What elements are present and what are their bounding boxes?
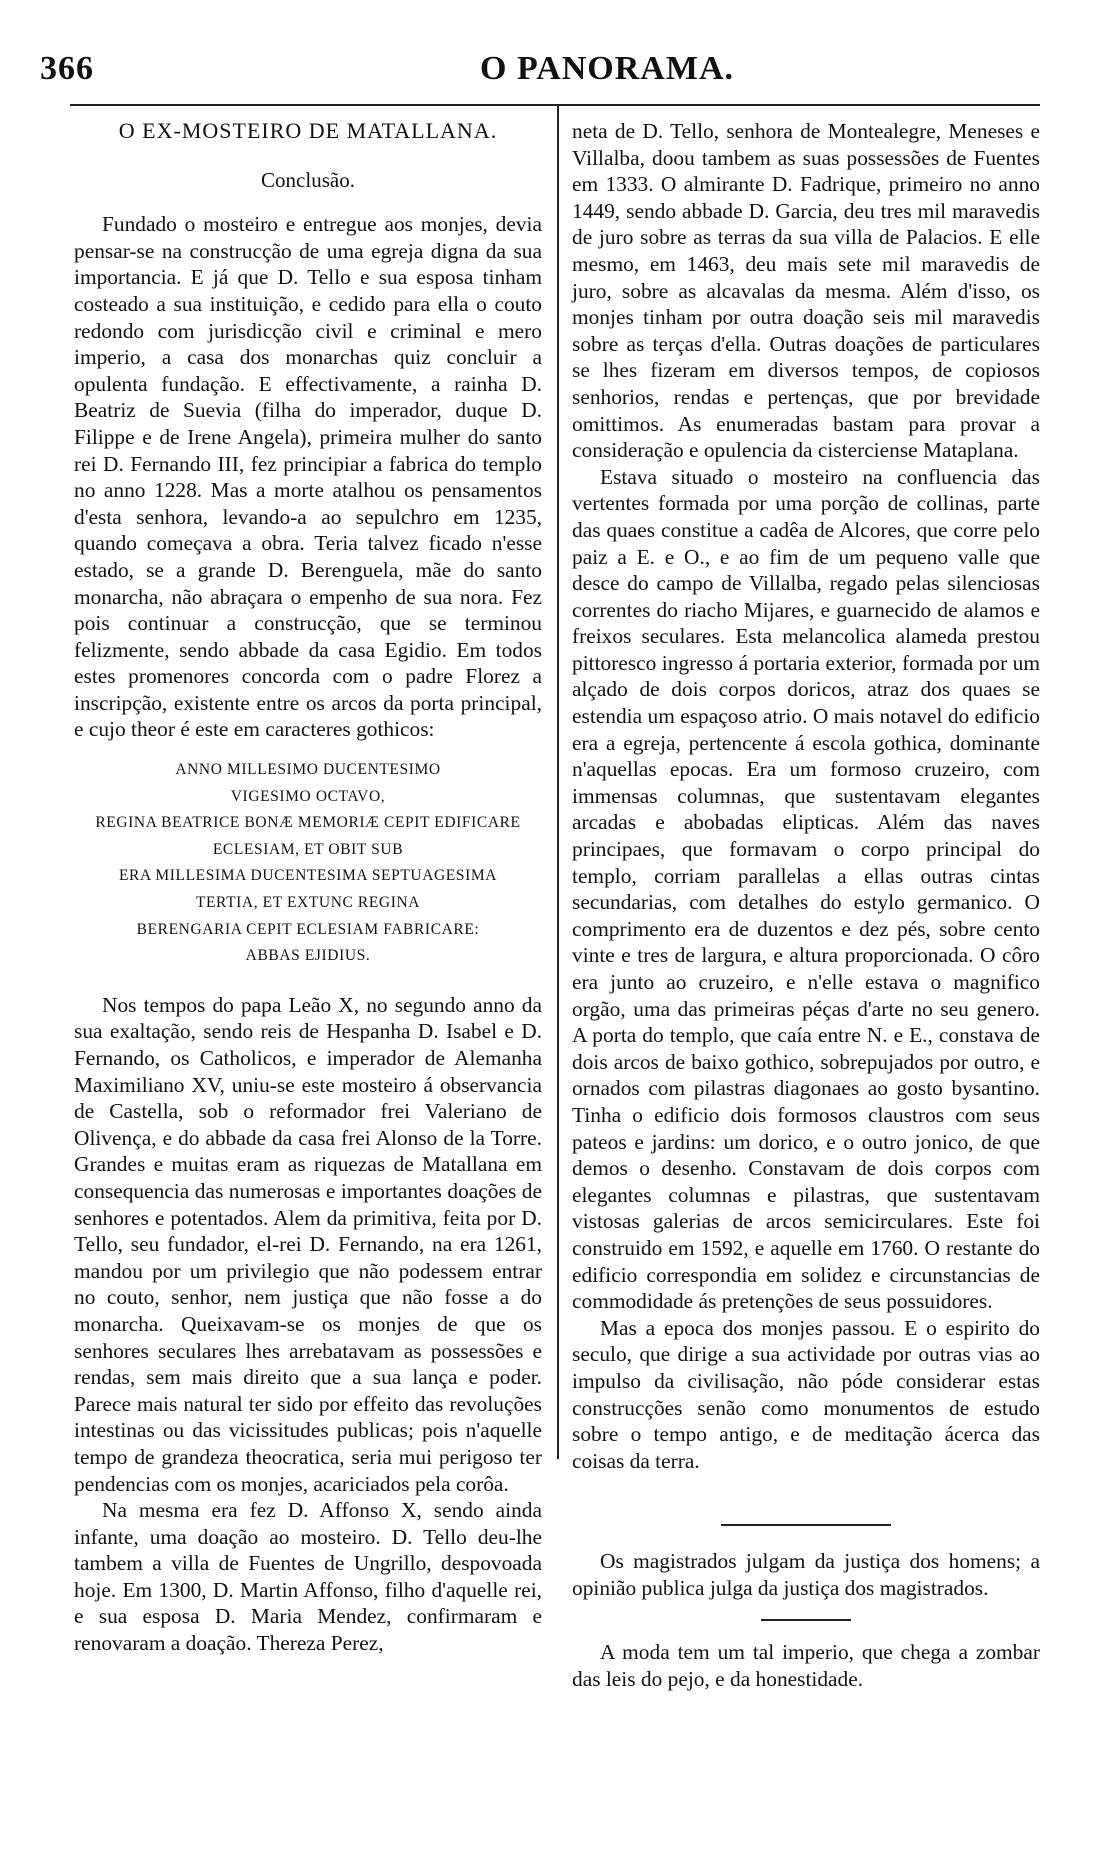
- inscription-line: ANNO MILLESIMO DUCENTESIMO: [175, 761, 441, 779]
- inscription-line: TERTIA, ET EXTUNC REGINA: [195, 894, 421, 912]
- maxim: A moda tem um tal imperio, que chega a zombar das leis do pejo, e da honestidade.: [572, 1640, 1040, 1692]
- paragraph: Nos tempos do papa Leão X, no segundo anno da sua exaltação, sendo reis de Hespanha D. Isabel e D. Fernando, os Catholicos, e imperador de Alemanha Maximiliano XV, uniu-se este mosteiro á observancia de Castella, sob o reformador frei Valeriano de Olivença, e do abbade da casa frei Alonso de la Torre. Grandes e muitas eram as riquezas de Matallana em consequencia das numerosas e importantes doações de senhores e potentados. Alem da primitiva, feita por D. Tello, seu fundador, el-rei D. Fernando, na era 1261, mandou por um privilegio que não podessem entrar no couto, senhor, nem justiça que não fosse a do monarcha. Queixavam-se os monjes de que os senhores seculares lhes arrebatavam as possessões e rendas, sem mais direito que a sua lança e poder. Parece mais natural ter sido por effeito das revoluções intestinas ou das vicissitudes publicas; pois n'aquelle tempo de grandeza theocratica, seria mui perigoso ter pendencias com os monjes, acariciados pela corôa.: [74, 992, 542, 1496]
- inscription-line: VIGESIMO OCTAVO,: [230, 787, 386, 805]
- paragraph: Mas a epoca dos monjes passou. E o espirito do seculo, que dirige a sua actividade por outras vias ao impulso da civilisação, não póde considerar estas construcções senão como monumentos de estudo sobre o tempo antigo, e de meditação ácerca das coisas da terra.: [572, 1315, 1040, 1473]
- inscription-line: ECLESIAM, ET OBIT SUB: [212, 840, 404, 858]
- paragraph-continued: neta de D. Tello, senhora de Montealegre, Meneses e Villalba, doou tambem as suas possessões de Fuentes em 1333. O almirante D. Fadrique, primeiro no anno 1449, sendo abbade D. Garcia, deu tres mil maravedis de juro sobre as terras da sua villa de Palacios. E elle mesmo, em 1463, deu mais sete mil maravedis de juro, sobre as alcavalas da mesma. Além d'isso, os monjes tinham por outra doação seis mil maravedis sobre as terças d'ella. Outras doações de particulares se lhes fizeram em diversos tempos, de copiosos senhorios, rendas e pertenças, que por brevidade omittimos. As enumeradas bastam para provar a consideração e opulencia da cisterciense Mataplana.: [572, 119, 1040, 463]
- paragraph: Estava situado o mosteiro na confluencia das vertentes formada por uma porção de collinas, parte das quaes constitue a cadêa de Alcores, que corre pelo paiz a E. e O., e ao fim de um pequeno valle que desce do campo de Villalba, regado pelas silenciosas correntes do riacho Mijares, e guarnecido de alamos e freixos seculares. Esta melancolica alameda prestou pittoresco ingresso á portaria exterior, formada por um alçado de dois corpos doricos, atraz dos quaes se estendia um espaçoso atrio. O mais notavel do edificio era a egreja, pertencente á escola gothica, dominante n'aquellas epocas. Era um formoso cruzeiro, com immensas columnas, que sustentavam elegantes arcadas e abobadas elipticas. Além das naves principaes, que formavam o corpo principal do templo, corriam parallelas a ellas outras cintas secundarias, com detalhes do estylo germanico. O comprimento era de duzentos e dez pés, sobre cento vinte e tres de largura, e altura proporcionada. O côro era junto ao cruzeiro, e n'elle estava o magnifico orgão, uma das primeiras péças d'arte no seu genero. A porta do templo, que caía entre N. e E., constava de dois arcos de baixo gothico, sobrepujados por outro, e ornados com pilastras diagonaes ao gosto bysantino. Tinha o edificio dois formosos claustros com seus pateos e jardins: um dorico, e o outro jonico, de que demos o desenho. Constavam de dois corpos com elegantes columnas e pilastras, que sustentavam vistosas galerias de arcos semicirculares. Este foi construido em 1592, e aquelle em 1760. O restante do edificio correspondia em solidez e circunstancias de commodidade ás pretenções de seus possuidores.: [572, 464, 1040, 1314]
- paragraph: Na mesma era fez D. Affonso X, sendo ainda infante, uma doação ao mosteiro. D. Tello deu-lhe tambem a villa de Fuentes de Ungrillo, despovoada hoje. Em 1300, D. Martin Affonso, filho d'aquelle rei, e sua esposa D. Maria Mendez, confirmaram e renovaram a doação. Thereza Perez,: [74, 1498, 542, 1656]
- article-title: O EX-MOSTEIRO DE MATALLANA.: [118, 118, 498, 143]
- header-rule: [70, 104, 1040, 106]
- paragraph: Fundado o mosteiro e entregue aos monjes, devia pensar-se na construcção de uma egreja digna da sua importancia. E já que D. Tello e sua esposa tinham costeado a sua instituição, e cedido para ella o couto redondo com jurisdicção civil e criminal e mero imperio, a casa dos monarchas quiz concluir a opulenta fundação. E effectivamente, a rainha D. Beatriz de Suevia (filha do imperador, duque D. Filippe e de Irene Angela), primeira mulher do santo rei D. Fernando III, fez principiar a fabrica do templo no anno 1228. Mas a morte atalhou os pensamentos d'esta senhora, levando-a ao sepulchro em 1235, quando começava a obra. Teria talvez ficado n'esse estado, se a grande D. Berenguela, mãe do santo monarcha, não abraçara o empenho de sua nora. Fez pois continuar a construcção, que se terminou felizmente, sendo abbade da casa Egidio. Em todos estes promenores concorda com o padre Florez a inscripção, existente entre os arcos da porta principal, e cujo theor é este em caracteres gothicos:: [74, 212, 542, 742]
- right-column: [572, 118, 1040, 1693]
- journal-title: O PANORAMA.: [480, 50, 734, 87]
- left-column: [74, 118, 542, 1657]
- maxim: Os magistrados julgam da justiça dos homens; a opinião publica julga da justiça dos magistrados.: [572, 1549, 1040, 1600]
- maxim-rule: [761, 1619, 851, 1621]
- inscription-line: REGINA BEATRICE BONÆ MEMORIÆ CEPIT EDIFICARE: [95, 814, 521, 832]
- page-header: [40, 40, 1040, 86]
- article-subtitle: Conclusão.: [261, 167, 355, 192]
- inscription-line: ERA MILLESIMA DUCENTESIMA SEPTUAGESIMA: [118, 867, 498, 885]
- gothic-inscription: [74, 757, 542, 970]
- inscription-line: ABBAS EJIDIUS.: [245, 947, 371, 965]
- page-number: 366: [40, 50, 94, 87]
- inscription-line: BERENGARIA CEPIT ECLESIAM FABRICARE:: [136, 920, 480, 938]
- column-divider: [557, 104, 559, 1459]
- section-rule: [721, 1524, 891, 1526]
